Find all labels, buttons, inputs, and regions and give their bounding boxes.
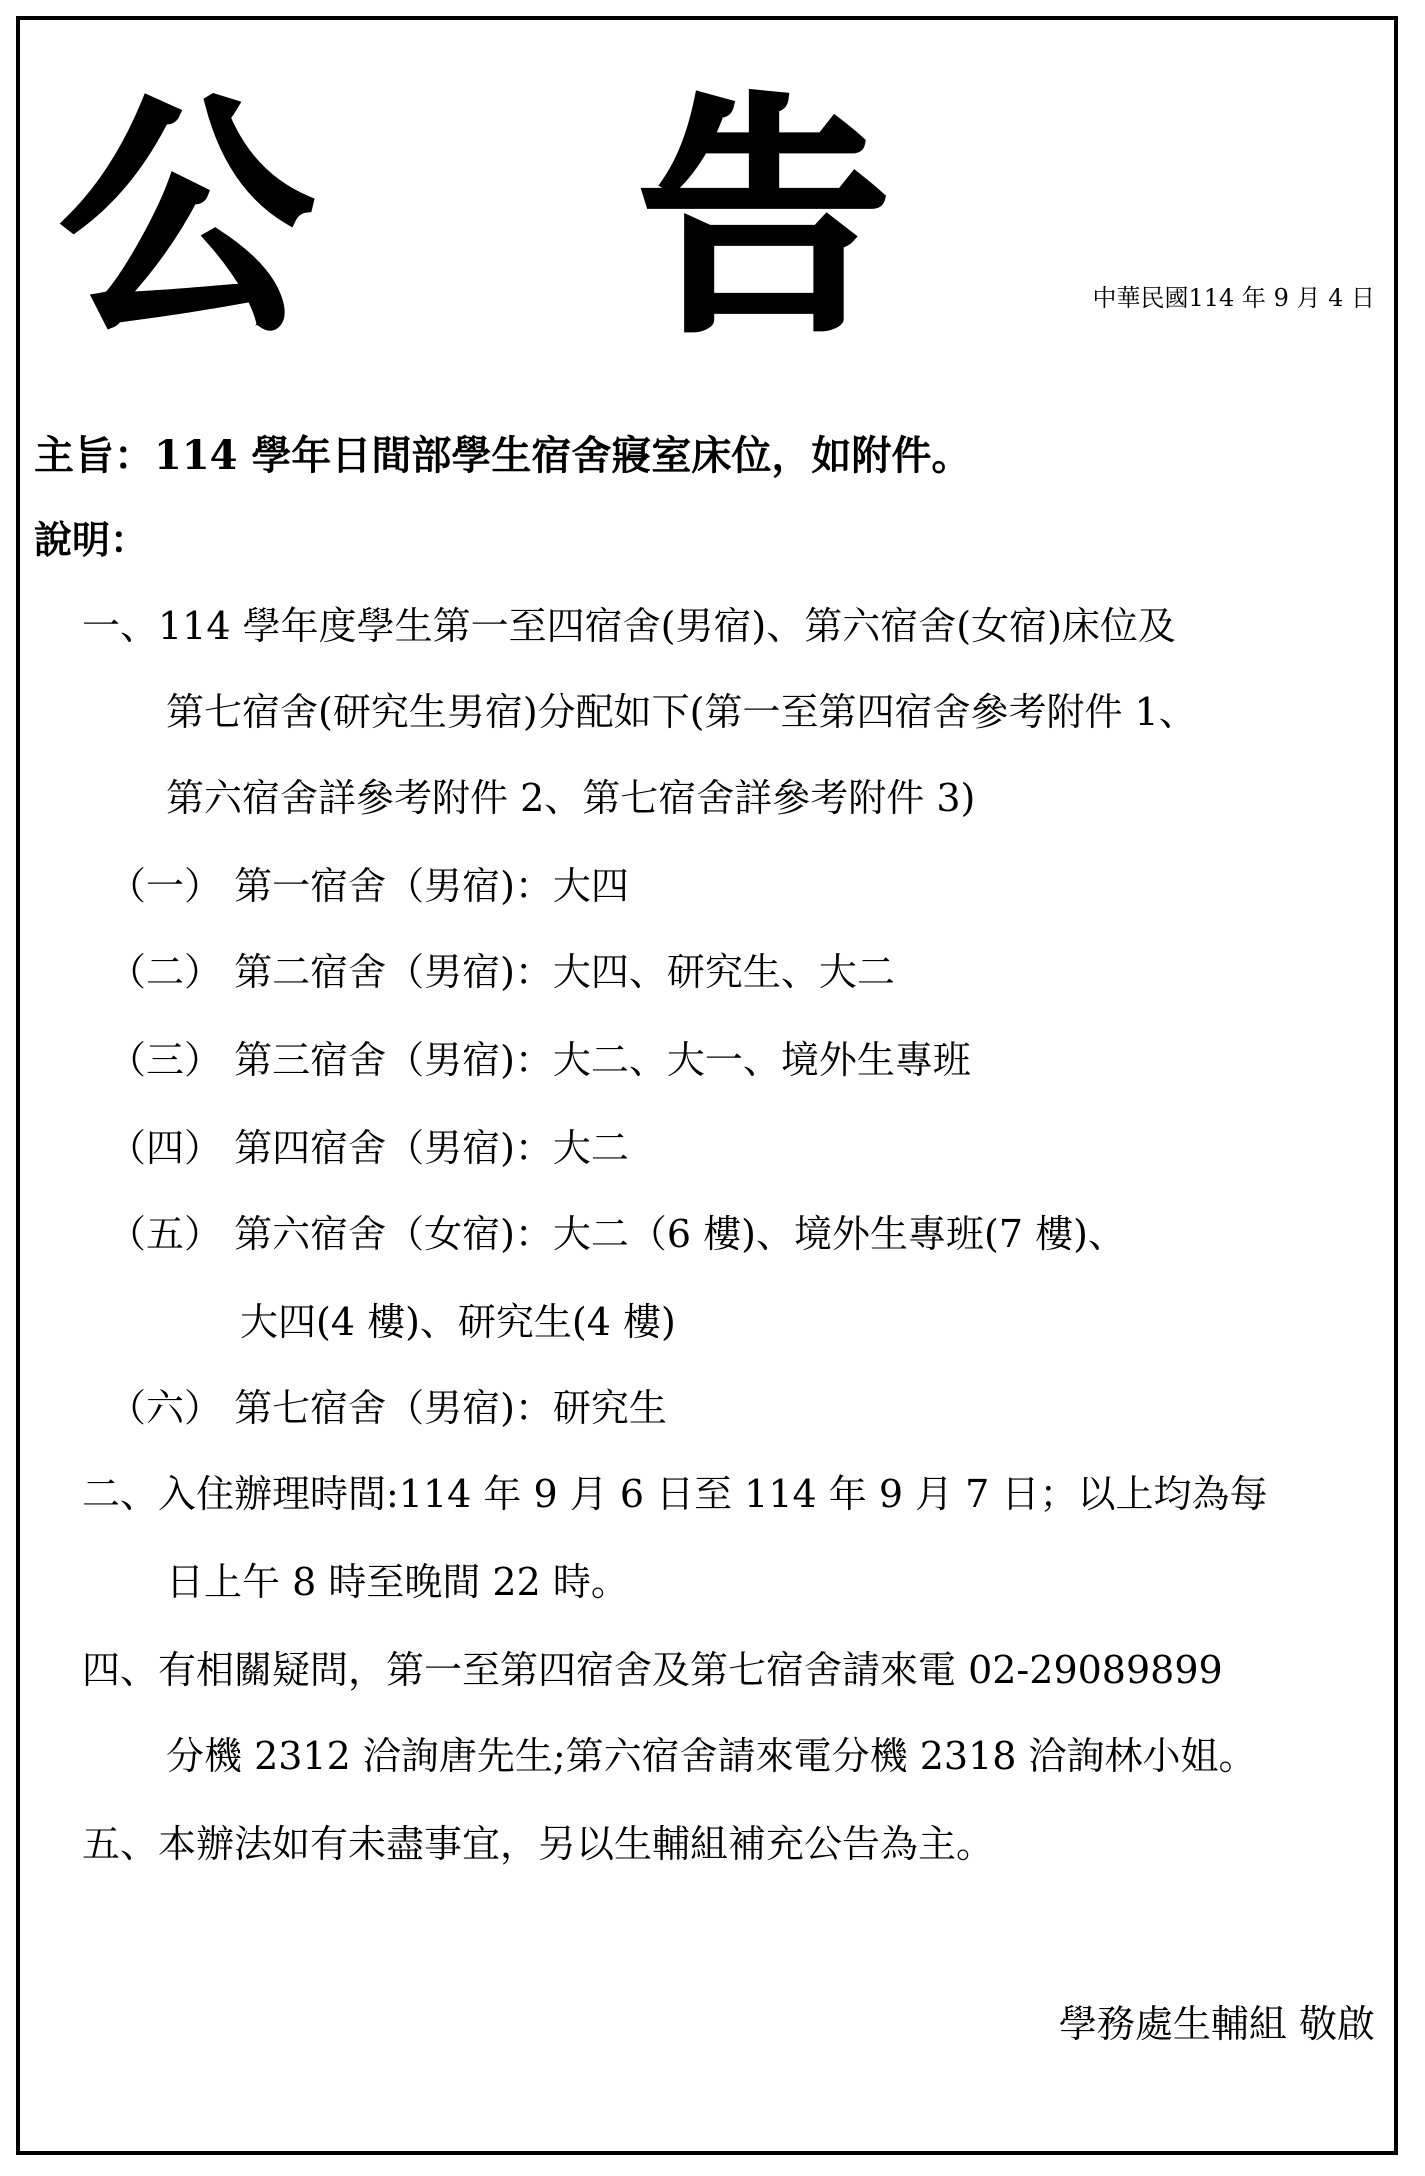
subject-line: 主旨：114 學年日間部學生宿舍寢室床位，如附件。 bbox=[34, 432, 972, 479]
sub-item-5-line-1: （五） 第六宿舍（女宿)：大二（6 樓)、境外生專班(7 樓)、 bbox=[108, 1212, 1126, 1256]
item-two-line-1: 二、入住辦理時間:114 年 9 月 6 日至 114 年 9 月 7 日；以上均為每 bbox=[82, 1472, 1268, 1516]
item-five: 五、本辦法如有未盡事宜，另以生輔組補充公告為主。 bbox=[82, 1822, 995, 1866]
item-two-line-2: 日上午 8 時至晚間 22 時。 bbox=[166, 1560, 629, 1604]
item-four-line-2: 分機 2312 洽詢唐先生;第六宿舍請來電分機 2318 洽詢林小姐。 bbox=[166, 1734, 1257, 1778]
item-four-line-1: 四、有相關疑問，第一至第四宿舍及第七宿舍請來電 02-29089899 bbox=[82, 1648, 1223, 1692]
notice-title: 公 告 bbox=[62, 74, 1010, 365]
sub-item-5-line-2: 大四(4 樓)、研究生(4 樓) bbox=[240, 1300, 676, 1344]
sub-item-6: （六） 第七宿舍（男宿)：研究生 bbox=[108, 1386, 667, 1430]
item-one-line-1: 一、114 學年度學生第一至四宿舍(男宿)、第六宿舍(女宿)床位及 bbox=[82, 604, 1176, 648]
signature: 學務處生輔組 敬啟 bbox=[1058, 2002, 1375, 2046]
sub-item-1: （一） 第一宿舍（男宿)：大四 bbox=[108, 864, 629, 908]
sub-item-2: （二） 第二宿舍（男宿)：大四、研究生、大二 bbox=[108, 950, 895, 994]
item-one-line-3: 第六宿舍詳參考附件 2、第七宿舍詳參考附件 3) bbox=[166, 776, 976, 820]
sub-item-3: （三） 第三宿舍（男宿)：大二、大一、境外生專班 bbox=[108, 1038, 971, 1082]
description-heading: 說明： bbox=[34, 517, 149, 562]
sub-item-4: （四） 第四宿舍（男宿)：大二 bbox=[108, 1126, 629, 1170]
item-one-line-2: 第七宿舍(研究生男宿)分配如下(第一至第四宿舍參考附件 1、 bbox=[166, 690, 1197, 734]
notice-date: 中華民國114 年 9 月 4 日 bbox=[1092, 284, 1375, 312]
